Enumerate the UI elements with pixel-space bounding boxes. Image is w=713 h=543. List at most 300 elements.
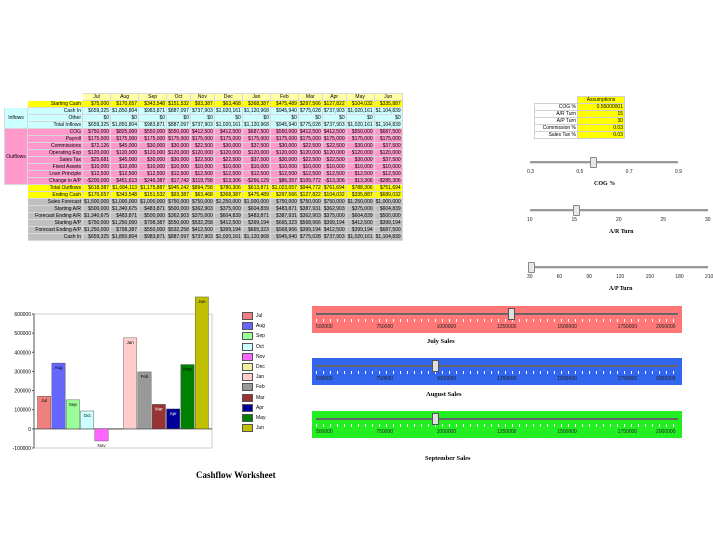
cell-value[interactable]: $1,020,161 bbox=[215, 122, 241, 128]
cell-value[interactable]: $10,000 bbox=[346, 164, 374, 171]
slider-thumb[interactable] bbox=[573, 205, 580, 216]
cell-value[interactable]: $399,194 bbox=[242, 220, 270, 227]
cell-value[interactable]: $659,325 bbox=[83, 108, 111, 115]
cell-value[interactable]: $22,500 bbox=[298, 143, 322, 150]
cell-value[interactable]: -$200,000 bbox=[83, 178, 111, 185]
cell-value[interactable]: $10,000 bbox=[298, 164, 322, 171]
cell-value[interactable]: $12,500 bbox=[139, 171, 167, 178]
sales-slider-3[interactable] bbox=[312, 411, 682, 438]
cell-value[interactable]: $246,387 bbox=[139, 178, 167, 185]
group-label: Inflows bbox=[5, 108, 28, 129]
cell-value[interactable]: $500,000 bbox=[83, 206, 111, 213]
cell-value[interactable]: $170,657 bbox=[111, 101, 139, 108]
cell-value[interactable]: $120,000 bbox=[346, 150, 374, 157]
cell-value[interactable]: $37,500 bbox=[242, 157, 270, 164]
cell-value[interactable]: $175,000 bbox=[168, 136, 189, 142]
cell-value[interactable]: $362,903 bbox=[168, 213, 189, 219]
bar-label: Jun bbox=[198, 298, 206, 304]
legend-item bbox=[242, 311, 265, 321]
cell-value[interactable]: $687,500 bbox=[374, 129, 402, 136]
cell-value[interactable]: $12,500 bbox=[111, 171, 139, 178]
cell-value[interactable]: $887,097 bbox=[168, 122, 189, 128]
cell-value[interactable]: $483,871 bbox=[242, 213, 270, 220]
cell-value[interactable]: $362,903 bbox=[191, 206, 213, 212]
cell-value[interactable]: $12,500 bbox=[346, 171, 374, 178]
cell-value[interactable]: $1,850,804 bbox=[112, 108, 138, 114]
cell-value[interactable]: $500,000 bbox=[168, 206, 189, 212]
cell-value[interactable]: $894,758 bbox=[191, 185, 213, 191]
row-label: Cash In bbox=[28, 234, 83, 241]
table-row bbox=[5, 234, 403, 241]
slider-tick-label: 90 bbox=[586, 274, 592, 280]
legend-swatch bbox=[242, 414, 253, 422]
cell-value[interactable]: $1,250,000 bbox=[84, 227, 110, 233]
cell-value[interactable]: $0 bbox=[270, 115, 298, 122]
cell-value[interactable]: $10,000 bbox=[111, 164, 139, 171]
cell-value[interactable]: $120,000 bbox=[83, 150, 111, 157]
cell-value[interactable]: $1,104,839 bbox=[375, 234, 401, 240]
cell-value[interactable]: $93,387 bbox=[167, 192, 191, 199]
cell-value[interactable]: $10,000 bbox=[167, 164, 191, 171]
group-spacer bbox=[5, 234, 28, 241]
cell-value[interactable]: $412,500 bbox=[214, 220, 242, 227]
cell-value[interactable]: $550,000 bbox=[270, 129, 298, 136]
cell-value[interactable]: $375,000 bbox=[323, 213, 345, 219]
month-header: Nov bbox=[190, 94, 214, 101]
cell-value[interactable]: $120,000 bbox=[323, 150, 345, 156]
cell-value[interactable]: $175,000 bbox=[346, 136, 374, 143]
row-label: Cash In bbox=[28, 108, 83, 115]
cell-value[interactable]: $399,194 bbox=[346, 227, 374, 234]
cell-value[interactable]: $104,032 bbox=[346, 101, 374, 108]
cell-value[interactable]: $0 bbox=[298, 115, 322, 122]
cell-value[interactable]: $335,887 bbox=[374, 101, 402, 108]
cell-value[interactable]: $151,532 bbox=[168, 101, 189, 107]
cell-value[interactable]: $761,694 bbox=[323, 185, 345, 191]
cell-value[interactable]: $399,194 bbox=[214, 227, 242, 234]
cell-value[interactable]: $37,500 bbox=[374, 143, 402, 150]
cell-value[interactable]: $30,000 bbox=[214, 143, 242, 150]
cell-value[interactable]: $120,000 bbox=[139, 150, 167, 157]
cell-value[interactable]: $945,940 bbox=[270, 108, 298, 115]
cell-value[interactable]: $30,000 bbox=[270, 157, 298, 164]
assumption-value[interactable]: 15 bbox=[578, 111, 625, 118]
cell-value[interactable]: $22,500 bbox=[190, 157, 214, 164]
cell-value[interactable]: $86,357 bbox=[270, 178, 298, 185]
cell-value[interactable]: $12,500 bbox=[167, 171, 191, 178]
cell-value[interactable]: $343,548 bbox=[111, 192, 139, 199]
cell-value[interactable]: $30,000 bbox=[139, 157, 167, 164]
slider-tick-label: 1250000 bbox=[497, 324, 517, 330]
cell-value[interactable]: $22,500 bbox=[298, 157, 322, 164]
cell-value[interactable]: $412,500 bbox=[323, 227, 345, 233]
cell-value[interactable]: $1,020,161 bbox=[215, 234, 241, 240]
table-row bbox=[5, 185, 403, 192]
cell-value[interactable]: $687,500 bbox=[242, 129, 270, 136]
month-header: Jan bbox=[242, 94, 270, 101]
cell-value[interactable]: $10,000 bbox=[83, 164, 111, 171]
cell-value[interactable]: $343,548 bbox=[139, 101, 167, 108]
cell-value[interactable]: $387,931 bbox=[299, 206, 321, 212]
slider-track[interactable] bbox=[316, 365, 678, 367]
row-label: Commissions bbox=[28, 143, 83, 150]
cell-value[interactable]: $945,940 bbox=[270, 122, 298, 129]
cell-value[interactable]: $475,489 bbox=[242, 192, 270, 199]
cell-value[interactable]: $17,742 bbox=[167, 178, 191, 185]
cell-value[interactable]: $63,468 bbox=[190, 192, 214, 199]
cell-value[interactable]: $10,000 bbox=[270, 164, 298, 171]
cell-value[interactable]: $659,325 bbox=[83, 234, 111, 241]
cell-value[interactable]: $0 bbox=[111, 115, 139, 122]
slider-tick-label: 30 bbox=[527, 274, 533, 280]
slider-tick-label: 180 bbox=[675, 274, 684, 280]
cell-value[interactable]: $10,000 bbox=[214, 164, 242, 171]
cell-value[interactable]: $550,000 bbox=[168, 129, 189, 135]
cell-value[interactable]: $12,500 bbox=[298, 171, 322, 178]
cell-value[interactable]: $109,772 bbox=[299, 178, 321, 184]
cell-value[interactable]: $1,250,000 bbox=[347, 199, 373, 205]
sales-slider-2[interactable] bbox=[312, 358, 682, 385]
cell-value[interactable]: $151,532 bbox=[139, 192, 167, 199]
cell-value[interactable]: $399,194 bbox=[374, 220, 402, 227]
cell-value[interactable]: $13,306 bbox=[214, 178, 242, 185]
cell-value[interactable]: $375,000 bbox=[214, 206, 242, 213]
table-row bbox=[5, 178, 403, 185]
cell-value[interactable]: -$13,306 bbox=[322, 178, 346, 185]
cell-value[interactable]: $1,020,161 bbox=[347, 122, 373, 128]
bar-label: Jan bbox=[126, 339, 134, 345]
cell-value[interactable]: $775,028 bbox=[299, 108, 321, 114]
cell-value[interactable]: $30,000 bbox=[167, 143, 191, 150]
cell-value[interactable]: $665,323 bbox=[242, 227, 270, 234]
cell-value[interactable]: $12,500 bbox=[322, 171, 346, 178]
cell-value[interactable]: $37,500 bbox=[374, 157, 402, 164]
cell-value[interactable]: $412,500 bbox=[299, 129, 321, 135]
cell-value[interactable]: $120,000 bbox=[270, 150, 298, 157]
cell-value[interactable]: $22,500 bbox=[322, 143, 346, 150]
cell-value[interactable]: $362,903 bbox=[323, 206, 345, 212]
slider-track[interactable] bbox=[530, 161, 678, 164]
cell-value[interactable]: $550,000 bbox=[139, 227, 167, 234]
cell-value[interactable]: $45,000 bbox=[111, 157, 139, 164]
cell-value[interactable]: $22,500 bbox=[190, 143, 214, 150]
cell-value[interactable]: $750,000 bbox=[299, 199, 321, 205]
cell-value[interactable]: $750,000 bbox=[323, 199, 345, 205]
cell-value[interactable]: $1,250,000 bbox=[215, 199, 241, 205]
cell-value[interactable]: $532,258 bbox=[191, 220, 213, 226]
assumption-value[interactable]: 0.03 bbox=[578, 125, 625, 132]
cell-value[interactable]: $297,566 bbox=[270, 192, 298, 199]
slider-tick-label: 500000 bbox=[316, 429, 333, 435]
legend-label: Jun bbox=[256, 425, 265, 432]
cell-value[interactable]: $550,000 bbox=[139, 129, 167, 136]
cell-value[interactable]: $412,500 bbox=[346, 220, 374, 227]
slider-tick-label: 2000000 bbox=[656, 376, 676, 382]
cell-value[interactable]: $12,500 bbox=[83, 171, 111, 178]
cell-value[interactable]: $780,306 bbox=[214, 185, 242, 192]
cell-value[interactable]: $1,000,000 bbox=[112, 199, 138, 205]
cell-value[interactable]: -$266,129 bbox=[242, 178, 270, 185]
cell-value[interactable]: $737,903 bbox=[191, 234, 213, 240]
slider-tick-label: 210 bbox=[705, 274, 713, 280]
cell-value[interactable]: $737,903 bbox=[323, 234, 345, 240]
cell-value[interactable]: $375,000 bbox=[191, 213, 213, 219]
cell-value[interactable]: $737,903 bbox=[191, 108, 213, 114]
cell-value[interactable]: $12,500 bbox=[270, 171, 298, 178]
slider-tick-label: 500000 bbox=[316, 324, 333, 330]
cell-value[interactable]: $0 bbox=[346, 115, 374, 122]
cell-value[interactable]: $1,340,675 bbox=[112, 206, 138, 212]
cell-value[interactable]: $22,500 bbox=[322, 157, 346, 164]
cell-value[interactable]: $983,871 bbox=[139, 234, 167, 241]
cell-value[interactable]: $737,903 bbox=[323, 108, 345, 114]
cell-value[interactable]: $10,000 bbox=[374, 164, 402, 171]
cell-value[interactable]: $1,020,161 bbox=[347, 234, 373, 240]
cell-value[interactable]: $1,000,000 bbox=[375, 199, 401, 205]
cell-value[interactable]: $375,000 bbox=[346, 206, 374, 213]
cell-value[interactable]: $175,000 bbox=[270, 136, 298, 143]
cell-value[interactable]: $399,194 bbox=[299, 227, 321, 233]
cell-value[interactable]: $1,120,968 bbox=[243, 234, 269, 240]
cell-value[interactable]: $1,120,968 bbox=[243, 122, 269, 128]
cell-value[interactable]: $750,000 bbox=[191, 199, 213, 205]
cell-value[interactable]: $175,000 bbox=[374, 136, 402, 143]
cell-value[interactable]: $618,387 bbox=[83, 185, 111, 192]
cell-value[interactable]: $120,000 bbox=[191, 150, 213, 156]
cell-value[interactable]: $983,871 bbox=[139, 122, 167, 129]
cell-value[interactable]: $737,903 bbox=[191, 122, 213, 128]
cell-value[interactable]: $750,000 bbox=[270, 199, 298, 206]
cell-value[interactable]: $737,903 bbox=[323, 122, 345, 128]
cell-value[interactable]: $500,000 bbox=[374, 213, 402, 220]
cell-value[interactable]: $10,000 bbox=[242, 164, 270, 171]
cell-value[interactable]: $127,822 bbox=[323, 101, 345, 107]
cell-value[interactable]: $887,097 bbox=[168, 108, 189, 114]
cell-value[interactable]: $22,500 bbox=[214, 157, 242, 164]
cell-value[interactable]: $0 bbox=[242, 115, 270, 122]
assumption-value[interactable]: 0.03 bbox=[578, 132, 625, 139]
slider-track[interactable] bbox=[530, 209, 708, 212]
sales-slider-1[interactable] bbox=[312, 306, 682, 333]
cell-value[interactable]: $30,000 bbox=[167, 157, 191, 164]
cell-value[interactable]: $1,120,968 bbox=[243, 108, 269, 114]
cell-value[interactable]: $775,028 bbox=[299, 122, 321, 128]
cell-value[interactable]: $1,104,839 bbox=[375, 122, 401, 128]
cell-value[interactable]: $412,500 bbox=[214, 129, 242, 136]
cell-value[interactable]: $0 bbox=[322, 115, 346, 122]
cell-value[interactable]: $387,931 bbox=[270, 213, 298, 220]
slider-track[interactable] bbox=[316, 313, 678, 315]
cell-value[interactable]: $12,500 bbox=[190, 171, 214, 178]
cell-value[interactable]: $368,387 bbox=[214, 192, 242, 199]
cell-value[interactable]: $175,000 bbox=[242, 136, 270, 143]
cell-value[interactable]: $604,839 bbox=[374, 206, 402, 213]
cell-value[interactable]: $120,000 bbox=[299, 150, 321, 156]
cell-value[interactable]: $10,000 bbox=[139, 164, 167, 171]
slider-track[interactable] bbox=[316, 418, 678, 420]
cell-value[interactable]: $550,000 bbox=[168, 220, 189, 226]
cell-value[interactable]: $665,323 bbox=[270, 220, 298, 227]
cell-value[interactable]: $127,822 bbox=[299, 192, 321, 198]
cell-value[interactable]: $0 bbox=[139, 115, 167, 122]
cell-value[interactable]: $613,871 bbox=[242, 185, 270, 192]
cell-value[interactable]: $887,097 bbox=[168, 234, 189, 240]
assumption-value[interactable]: 0.55000001 bbox=[578, 104, 625, 111]
cell-value[interactable]: $120,000 bbox=[168, 150, 189, 156]
chart-legend bbox=[242, 311, 265, 433]
cell-value[interactable]: $63,468 bbox=[214, 101, 242, 108]
sales-slider-caption: July Sales bbox=[427, 338, 455, 345]
cell-value[interactable]: $0 bbox=[167, 115, 191, 122]
cell-value[interactable]: $798,387 bbox=[111, 227, 139, 234]
cell-value[interactable]: $750,000 bbox=[83, 129, 111, 136]
legend-item bbox=[242, 382, 265, 392]
slider-thumb[interactable] bbox=[508, 308, 515, 320]
cell-value[interactable]: $1,023,057 bbox=[271, 185, 297, 191]
cell-value[interactable]: $1,684,113 bbox=[112, 185, 138, 191]
assumption-value[interactable]: 30 bbox=[578, 118, 625, 125]
slider-tick-label: 1750000 bbox=[617, 376, 638, 382]
cell-value[interactable]: $175,000 bbox=[299, 136, 321, 142]
cell-value[interactable]: $944,772 bbox=[299, 185, 321, 191]
cell-value[interactable]: $1,020,161 bbox=[347, 108, 373, 114]
cell-value[interactable]: $120,000 bbox=[111, 150, 139, 157]
cell-value[interactable]: $170,657 bbox=[83, 192, 111, 199]
cell-value[interactable]: $604,839 bbox=[242, 206, 270, 213]
cell-value[interactable]: $12,500 bbox=[374, 171, 402, 178]
cell-value[interactable]: $175,000 bbox=[83, 136, 111, 143]
cell-value[interactable]: $775,028 bbox=[299, 234, 321, 240]
cell-value[interactable]: $568,966 bbox=[270, 227, 298, 234]
cell-value[interactable]: $30,000 bbox=[346, 157, 374, 164]
cell-value[interactable]: $750,000 bbox=[83, 220, 111, 227]
slider-thumb[interactable] bbox=[432, 360, 439, 372]
cell-value[interactable]: $10,000 bbox=[322, 164, 346, 171]
cell-value[interactable]: $475,489 bbox=[270, 101, 298, 108]
cell-value[interactable]: $0 bbox=[214, 115, 242, 122]
slider-tick-label: 0.9 bbox=[675, 169, 682, 175]
cell-value[interactable]: $483,871 bbox=[139, 206, 167, 213]
cell-value[interactable]: $25,681 bbox=[83, 157, 111, 164]
slider-track[interactable] bbox=[530, 266, 708, 269]
cell-value[interactable]: $483,871 bbox=[111, 213, 139, 220]
cell-value[interactable]: $72,126 bbox=[83, 143, 111, 150]
cell-value[interactable]: $798,387 bbox=[139, 220, 167, 227]
cell-value[interactable]: $120,000 bbox=[374, 150, 402, 157]
cell-value[interactable]: $297,566 bbox=[299, 101, 321, 107]
cell-value[interactable]: $119,758 bbox=[192, 178, 213, 184]
cell-value[interactable]: $750,000 bbox=[168, 199, 189, 205]
cell-value[interactable]: $10,000 bbox=[190, 164, 214, 171]
cell-value[interactable]: $1,250,000 bbox=[112, 220, 138, 226]
slider-thumb[interactable] bbox=[528, 262, 535, 273]
row-label: Forecast Ending A/R bbox=[28, 213, 83, 220]
slider-title: COG % bbox=[594, 181, 616, 187]
cell-value[interactable]: $1,500,000 bbox=[84, 199, 110, 205]
cell-value[interactable]: $500,000 bbox=[139, 213, 167, 220]
cell-value[interactable]: $175,000 bbox=[139, 136, 167, 143]
cell-value[interactable]: $1,000,000 bbox=[243, 199, 269, 205]
cell-value[interactable]: $175,000 bbox=[323, 136, 345, 142]
cell-value[interactable]: $659,325 bbox=[83, 122, 111, 129]
cell-value[interactable]: $75,000 bbox=[83, 101, 111, 108]
cell-value[interactable]: $604,839 bbox=[346, 213, 374, 220]
cell-value[interactable]: $175,000 bbox=[111, 136, 139, 143]
cell-value[interactable]: $175,000 bbox=[214, 136, 242, 143]
cell-value[interactable]: $45,000 bbox=[111, 143, 139, 150]
cell-value[interactable]: $399,194 bbox=[323, 220, 345, 226]
cell-value[interactable]: $362,903 bbox=[299, 213, 321, 219]
cell-value[interactable]: $120,000 bbox=[214, 150, 242, 157]
cell-value[interactable]: $412,500 bbox=[323, 129, 345, 135]
cell-value[interactable]: $451,613 bbox=[111, 178, 139, 185]
legend-item bbox=[242, 423, 265, 433]
assumption-label: A/P Turn bbox=[535, 118, 578, 125]
cell-value[interactable]: $30,000 bbox=[139, 143, 167, 150]
cell-value[interactable]: $550,000 bbox=[346, 129, 374, 136]
cell-value[interactable]: $0 bbox=[190, 115, 214, 122]
cell-value[interactable]: $483,871 bbox=[270, 206, 298, 213]
cell-value[interactable]: $12,500 bbox=[242, 171, 270, 178]
cell-value[interactable]: $1,340,675 bbox=[84, 213, 110, 219]
cell-value[interactable]: $13,306 bbox=[346, 178, 374, 185]
cell-value[interactable]: $1,850,804 bbox=[112, 234, 138, 240]
cell-value[interactable]: $1,104,839 bbox=[375, 108, 401, 114]
cell-value[interactable]: $104,032 bbox=[323, 192, 345, 198]
cell-value[interactable]: $12,500 bbox=[214, 171, 242, 178]
cell-value[interactable]: $368,387 bbox=[242, 101, 270, 108]
cell-value[interactable]: $1,850,804 bbox=[112, 122, 138, 128]
cell-value[interactable]: $412,500 bbox=[191, 227, 213, 233]
slider-thumb[interactable] bbox=[432, 413, 439, 425]
cell-value[interactable]: $604,839 bbox=[214, 213, 242, 220]
cell-value[interactable]: $30,000 bbox=[270, 143, 298, 150]
bar-label: Feb bbox=[140, 373, 149, 379]
cell-value[interactable]: $788,306 bbox=[346, 185, 374, 192]
cell-value[interactable]: $30,000 bbox=[346, 143, 374, 150]
cell-value[interactable]: $175,000 bbox=[191, 136, 213, 142]
y-tick-label: 100000 bbox=[14, 407, 31, 414]
cell-value[interactable]: $0 bbox=[83, 115, 111, 122]
cell-value[interactable]: $1,175,887 bbox=[140, 185, 166, 191]
cell-value[interactable]: $825,000 bbox=[111, 129, 139, 136]
cell-value[interactable]: $687,500 bbox=[374, 227, 402, 234]
cell-value[interactable]: $37,500 bbox=[242, 143, 270, 150]
cell-value[interactable]: $532,258 bbox=[168, 227, 189, 233]
cell-value[interactable]: $412,500 bbox=[191, 129, 213, 135]
cell-value[interactable]: $0 bbox=[374, 115, 402, 122]
group-label: Outflows bbox=[5, 129, 28, 185]
slider-title: A/R Turn bbox=[609, 229, 634, 235]
y-tick-label: 500000 bbox=[14, 331, 31, 338]
cell-value[interactable]: $93,387 bbox=[190, 101, 214, 108]
cell-value[interactable]: $568,966 bbox=[299, 220, 321, 226]
cell-value[interactable]: $1,020,161 bbox=[215, 108, 241, 114]
cell-value[interactable]: $945,242 bbox=[168, 185, 189, 191]
cell-value[interactable]: $335,887 bbox=[346, 192, 374, 199]
cell-value[interactable]: -$285,306 bbox=[374, 178, 402, 185]
cell-value[interactable]: $945,940 bbox=[270, 234, 298, 241]
cell-value[interactable]: $751,694 bbox=[374, 185, 402, 192]
cell-value[interactable]: $689,032 bbox=[374, 192, 402, 199]
cell-value[interactable]: $983,871 bbox=[139, 108, 167, 115]
bar-label: Nov bbox=[97, 443, 106, 449]
slider-tick-label: 25 bbox=[660, 217, 667, 223]
slider-thumb[interactable] bbox=[590, 157, 597, 168]
cell-value[interactable]: $1,000,000 bbox=[140, 199, 166, 205]
slider-tick-label: 1750000 bbox=[617, 324, 638, 330]
cell-value[interactable]: $120,000 bbox=[242, 150, 270, 157]
